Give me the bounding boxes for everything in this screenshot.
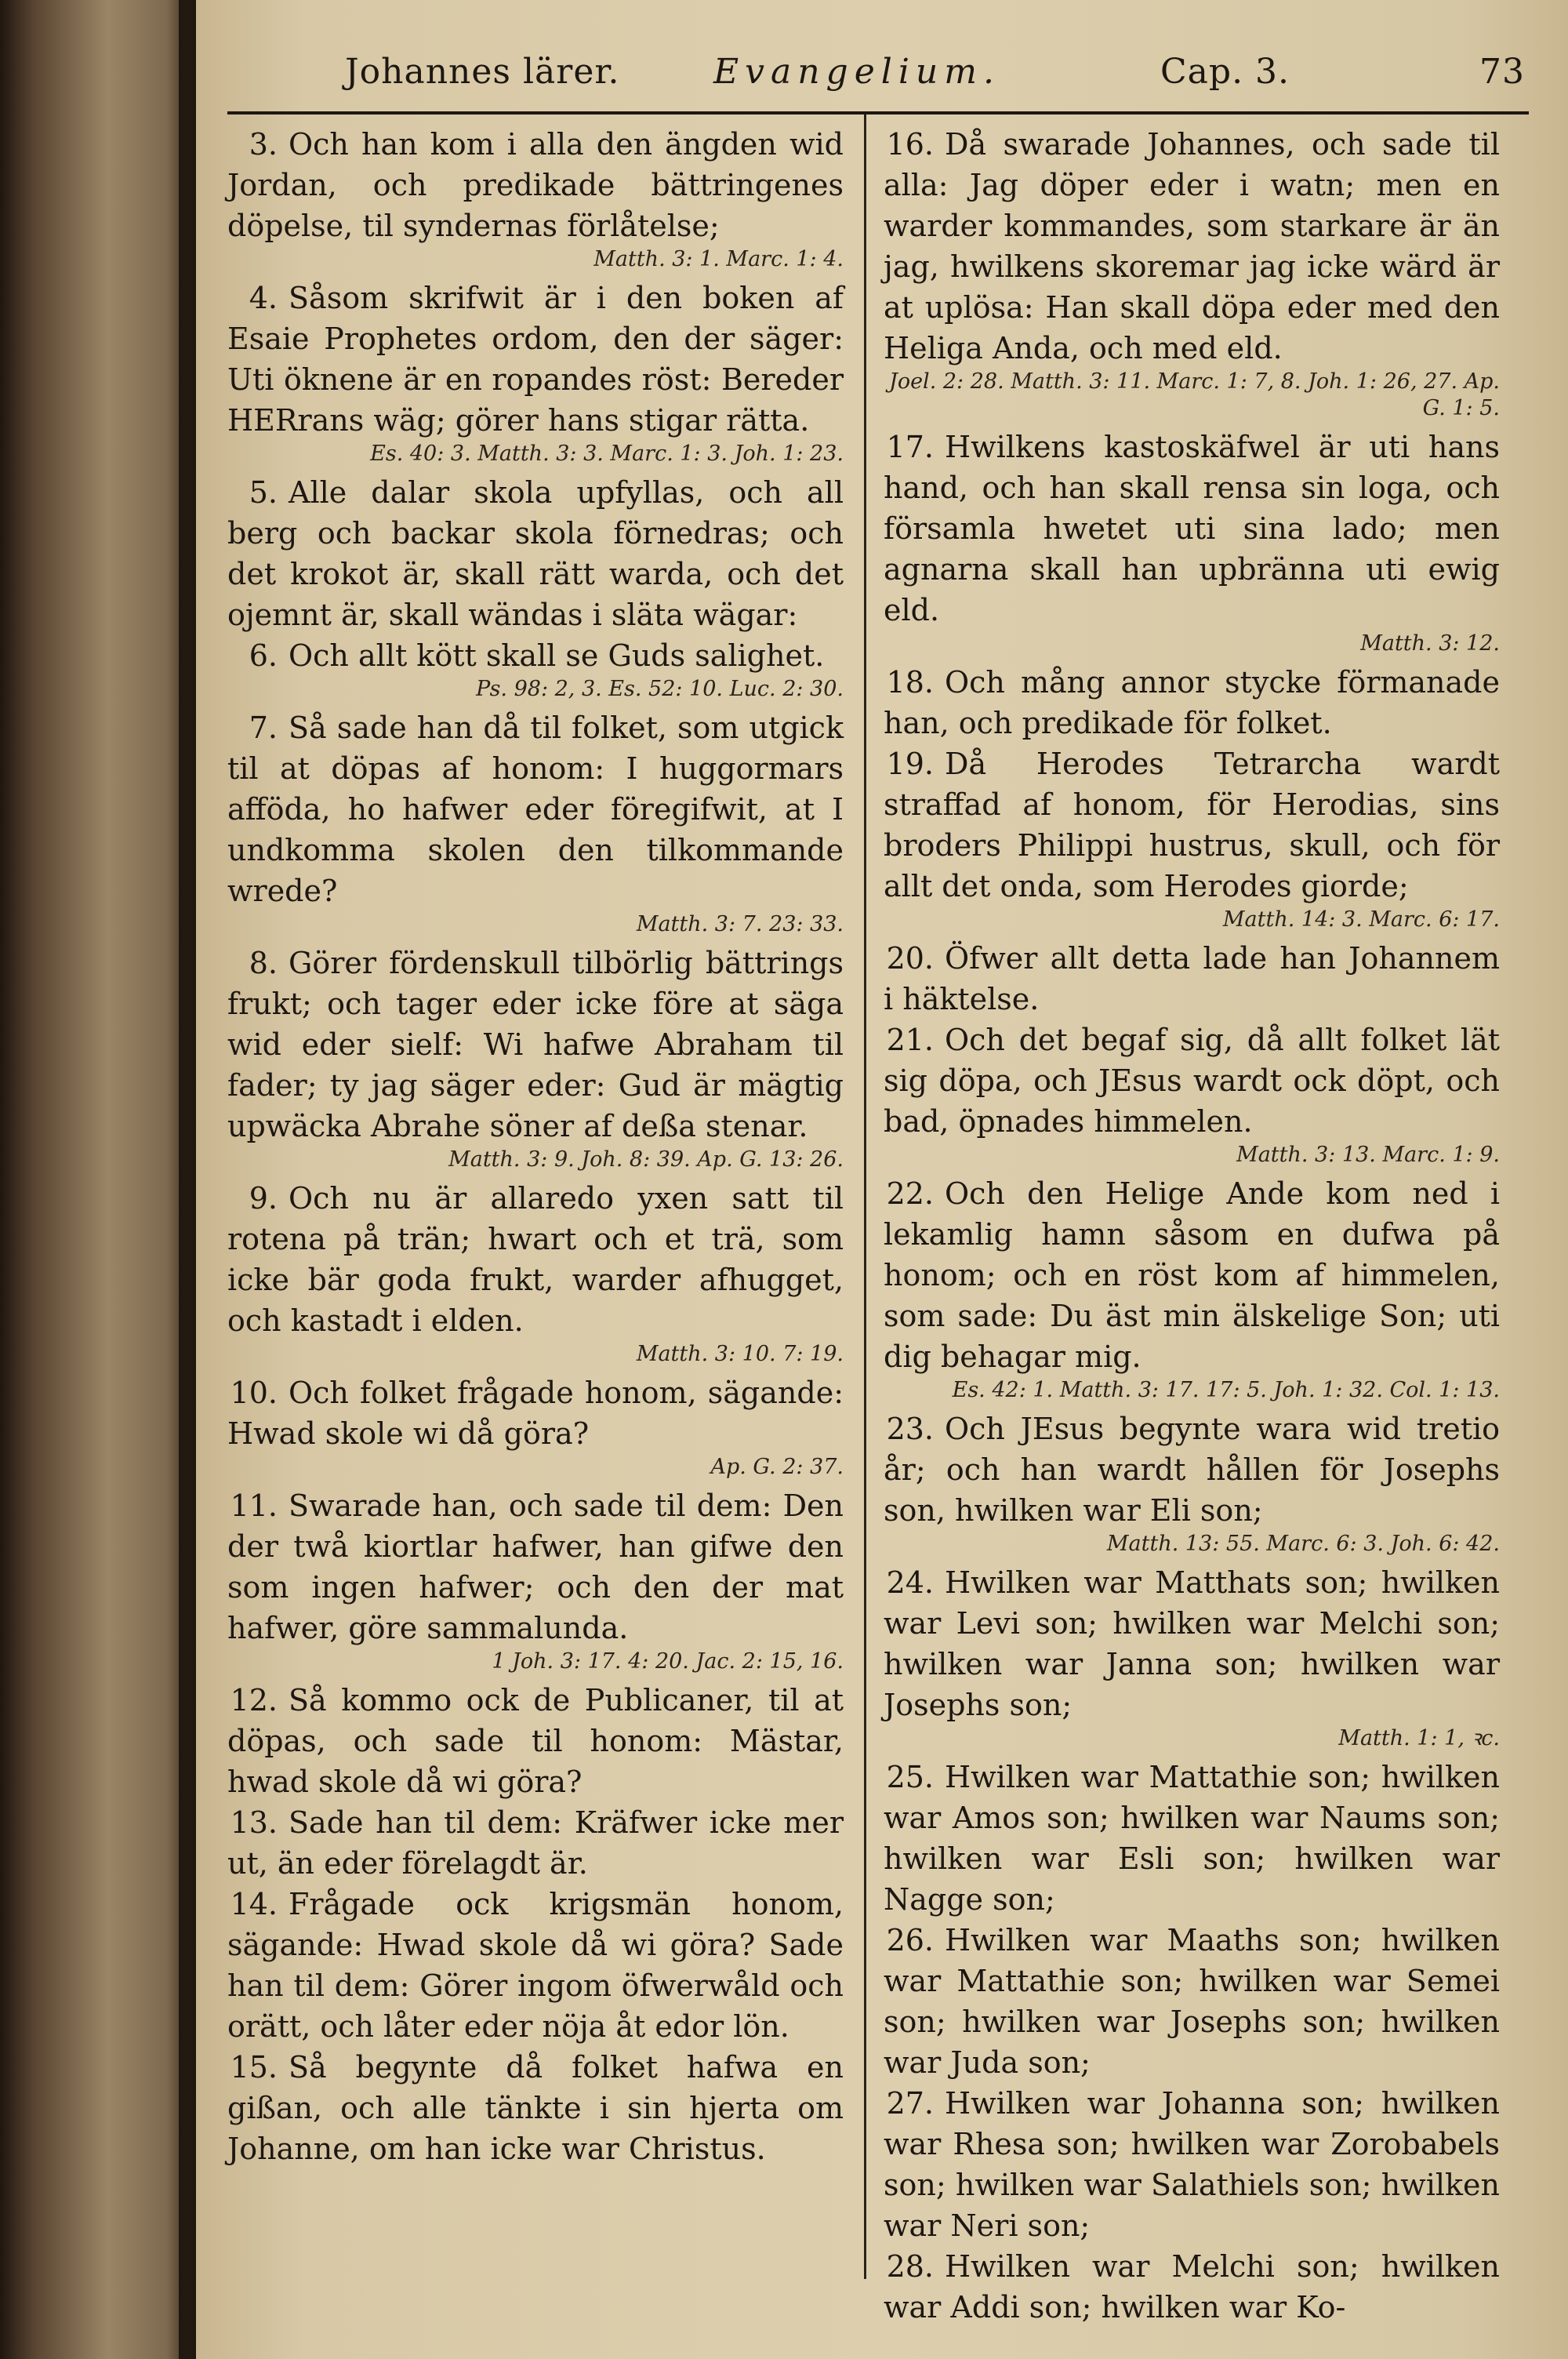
verse-number: 20. — [886, 941, 934, 976]
verse-text: Hwilken war Melchi son; hwilken war Addi son; hwilken war Ko- — [884, 2249, 1500, 2324]
verse — [884, 1408, 1500, 1531]
column-divider — [864, 114, 866, 2279]
cross-reference: Matth. 13: 55. Marc. 6: 3. Joh. 6: 42. — [1106, 1532, 1500, 1556]
verse-number: 19. — [886, 747, 934, 781]
verse-text: Frågade ock krigsmän honom, sägande: Hwad skole då wi göra? Sade han til dem: Görer ingom öfwerwåld och orätt, och låter eder nöja åt edor lön. — [227, 1887, 844, 2044]
verse-text: Alle dalar skola upfyllas, och all berg och backar skola förnedras; och det krokot är, skall rätt warda, och det ojemnt är, skall wändas i släta wägar: — [227, 475, 844, 632]
verse-text: Såsom skrifwit är i den boken af Esaie Prophetes ordom, den der säger: Uti öknene är en ropandes röst: Bereder HERrans wäg; görer hans stigar rätta. — [227, 281, 844, 438]
cross-reference: Matth. 3: 7. 23: 33. — [636, 912, 844, 936]
running-head-title: Evangelium. — [713, 52, 1000, 92]
verse-number: 4. — [249, 281, 278, 315]
verse-number: 21. — [886, 1023, 934, 1057]
verse-number: 22. — [886, 1176, 934, 1211]
verse — [884, 427, 1500, 631]
verse-number: 9. — [249, 1181, 278, 1216]
cross-reference: Matth. 14: 3. Marc. 6: 17. — [1222, 907, 1500, 932]
verse — [227, 707, 844, 911]
verse-number: 18. — [886, 665, 934, 700]
cross-reference: Matth. 3: 13. Marc. 1: 9. — [1236, 1143, 1500, 1167]
cross-reference: Matth. 3: 10. 7: 19. — [636, 1342, 844, 1366]
verse-number: 15. — [230, 2050, 278, 2085]
cross-reference: Ps. 98: 2, 3. Es. 52: 10. Luc. 2: 30. — [476, 677, 844, 701]
verse-text: Hwilkens kastoskäfwel är uti hans hand, och han skall rensa sin loga, och församla hwetet uti sina lado; men agnarna skall han upbränna uti ewig eld. — [884, 430, 1500, 627]
cross-reference: Matth. 3: 12. — [1360, 631, 1500, 656]
verse — [227, 1178, 844, 1341]
verse-text: Och JEsus begynte wara wid tretio år; och han wardt hållen för Josephs son, hwilken war Eli son; — [884, 1412, 1500, 1528]
verse — [884, 1562, 1500, 1725]
verse-text: Då swarade Johannes, och sade til alla: Jag döper eder i watn; men en warder kommandes, som starkare är än jag, hwilkens skoremar jag icke wärd är at uplösa: Han skall döpa eder med den Heliga Anda, och med eld. — [884, 127, 1500, 365]
verse — [227, 2047, 844, 2169]
verse-number: 28. — [886, 2249, 934, 2284]
running-head — [196, 38, 1568, 100]
verse-text: Så begynte då folket hafwa en gißan, och alle tänkte i sin hjerta om Johanne, om han icke war Christus. — [227, 2050, 844, 2166]
verse — [227, 1372, 844, 1454]
verse-number: 10. — [230, 1376, 278, 1410]
cross-reference: Ap. G. 2: 37. — [710, 1455, 844, 1479]
verse — [884, 1757, 1500, 1920]
verse-number: 13. — [230, 1805, 278, 1840]
verse — [884, 2246, 1500, 2328]
verse-number: 26. — [886, 1923, 934, 1957]
cross-reference: Matth. 3: 9. Joh. 8: 39. Ap. G. 13: 26. — [448, 1147, 844, 1172]
verse — [227, 124, 844, 246]
verse — [884, 1173, 1500, 1377]
verse-number: 17. — [886, 430, 934, 464]
verse-text: Öfwer allt detta lade han Johannem i häktelse. — [884, 941, 1500, 1016]
verse — [227, 1485, 844, 1648]
verse-text: Då Herodes Tetrarcha wardt straffad af honom, för Herodias, sins broders Philippi hustrus, skull, och för allt det onda, som Herodes giorde; — [884, 747, 1500, 903]
verse-number: 3. — [249, 127, 278, 162]
verse-text: Görer fördenskull tilbörlig bättrings frukt; och tager eder icke före at säga wid eder sielf: Wi hafwe Abraham til fader; ty jag säger eder: Gud är mägtig upwäcka Abrahe söner af deßa stenar. — [227, 946, 844, 1143]
verse-number: 23. — [886, 1412, 934, 1446]
verse-text: Så kommo ock de Publicaner, til at döpas, och sade til honom: Mästar, hwad skole då wi göra? — [227, 1683, 844, 1799]
verse-text: Hwilken war Mattathie son; hwilken war Amos son; hwilken war Naums son; hwilken war Esli son; hwilken war Nagge son; — [884, 1760, 1500, 1917]
verse — [227, 1680, 844, 1802]
cross-reference: Matth. 1: 1, ꝛc. — [1338, 1726, 1500, 1750]
cross-reference: 1 Joh. 3: 17. 4: 20. Jac. 2: 15, 16. — [492, 1649, 844, 1674]
verse-text: Hwilken war Matthats son; hwilken war Levi son; hwilken war Melchi son; hwilken war Janna son; hwilken war Josephs son; — [884, 1565, 1500, 1722]
verse-text: Och han kom i alla den ängden wid Jordan, och predikade bättringenes döpelse, til syndernas förlåtelse; — [227, 127, 844, 243]
page-number: 73 — [1479, 52, 1525, 92]
verse — [227, 278, 844, 441]
book-page — [196, 0, 1568, 2359]
verse-number: 14. — [230, 1887, 278, 1921]
cross-reference: Joel. 2: 28. Matth. 3: 11. Marc. 1: 7, 8. Joh. 1: 26, 27. Ap. G. 1: 5. — [889, 369, 1500, 420]
verse-number: 27. — [886, 2086, 934, 2121]
verse-text: Hwilken war Maaths son; hwilken war Mattathie son; hwilken war Semei son; hwilken war Josephs son; hwilken war Juda son; — [884, 1923, 1500, 2080]
verse-text: Så sade han då til folket, som utgick til at döpas af honom: I huggormars affödа, ho hafwer eder föregifwit, at I undkomma skolen den tilkommande wrede? — [227, 711, 844, 908]
cross-reference: Es. 40: 3. Matth. 3: 3. Marc. 1: 3. Joh. 1: 23. — [370, 442, 844, 466]
verse — [227, 635, 844, 676]
verse-number: 12. — [230, 1683, 278, 1717]
verse — [884, 124, 1500, 369]
verse-number: 6. — [249, 638, 278, 673]
header-rule — [227, 111, 1529, 114]
verse-text: Och den Helige Ande kom ned i lekamlig hamn såsom en dufwa på honom; och en röst kom af himmelen, som sade: Du äst min älskelige Son; uti dig behagar mig. — [884, 1176, 1500, 1374]
verse-text: Och nu är allaredo yxen satt til rotena på trän; hwart och et trä, som icke bär goda frukt, warder afhugget, och kastadt i elden. — [227, 1181, 844, 1338]
running-head-chapter: Cap. 3. — [1160, 52, 1290, 92]
verse-number: 8. — [249, 946, 278, 980]
verse-number: 25. — [886, 1760, 934, 1794]
verse — [884, 2083, 1500, 2246]
verse-text: Och det begaf sig, då allt folket lät sig döpa, och JEsus wardt ock döpt, och bad, öpnades himmelen. — [884, 1023, 1500, 1139]
verse-text: Och allt kött skall se Guds salighet. — [289, 638, 825, 673]
right-column — [884, 124, 1500, 2328]
running-head-left: Johannes lärer. — [345, 52, 620, 92]
facing-page-edge — [0, 0, 196, 2359]
verse-number: 5. — [249, 475, 278, 510]
left-column — [227, 124, 844, 2169]
cross-reference: Es. 42: 1. Matth. 3: 17. 17: 5. Joh. 1: 32. Col. 1: 13. — [952, 1378, 1500, 1402]
verse-text: Och folket frågade honom, sägande: Hwad skole wi då göra? — [227, 1376, 844, 1451]
facing-page-text — [5, 8, 184, 20]
verse-number: 24. — [886, 1565, 934, 1600]
verse — [884, 938, 1500, 1020]
verse — [884, 1020, 1500, 1142]
verse-text: Sade han til dem: Kräfwer icke mer ut, än eder förelagdt är. — [227, 1805, 844, 1881]
cross-reference: Matth. 3: 1. Marc. 1: 4. — [593, 247, 844, 271]
verse — [227, 472, 844, 635]
verse — [227, 1802, 844, 1884]
verse-number: 16. — [886, 127, 934, 162]
verse-text: Swarade han, och sade til dem: Den der twå kiortlar hafwer, han gifwe den som ingen hafwer; och den der mat hafwer, göre sammalunda. — [227, 1488, 844, 1645]
verse — [227, 943, 844, 1147]
verse — [884, 662, 1500, 743]
verse — [884, 743, 1500, 907]
verse-number: 11. — [230, 1488, 278, 1523]
verse-number: 7. — [249, 711, 278, 745]
verse-text: Och mång annor stycke förmanade han, och predikade för folket. — [884, 665, 1500, 740]
verse — [884, 1920, 1500, 2083]
verse-text: Hwilken war Johanna son; hwilken war Rhesa son; hwilken war Zorobabels son; hwilken war Salathiels son; hwilken war Neri son; — [884, 2086, 1500, 2243]
verse — [227, 1884, 844, 2047]
